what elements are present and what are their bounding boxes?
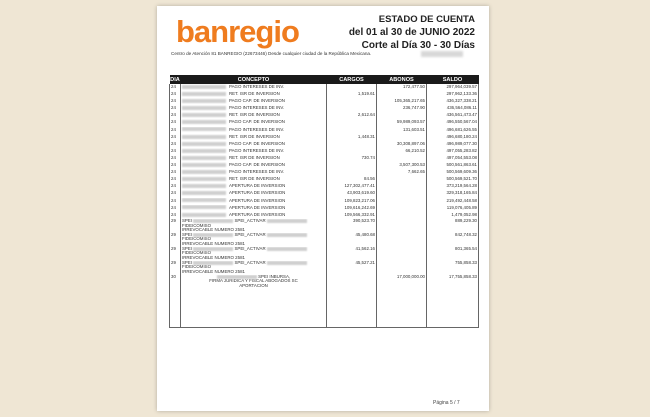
cell-saldo: 219,492,448.58: [427, 198, 479, 205]
cell-dia: 24: [170, 127, 181, 134]
concept-text: PAGO INTERESES DE INV.: [229, 105, 285, 111]
cell-concepto: [181, 169, 327, 176]
table-row: [170, 162, 479, 169]
cell-saldo: 500,561,863.61: [427, 162, 479, 169]
redacted-reference: [182, 156, 226, 160]
table-row: [170, 119, 479, 126]
cell-cargos: 45,527.21: [327, 261, 377, 275]
header-abonos: ABONOS: [377, 75, 427, 84]
cell-cargos: 1,519.61: [327, 91, 377, 98]
concept-text: PAGO CAP. DE INVERSION: [229, 98, 285, 104]
cell-abonos: [377, 247, 427, 261]
cell-dia: 24: [170, 169, 181, 176]
redacted-reference: [182, 92, 226, 96]
redacted-reference: [193, 233, 233, 237]
statement-cutoff: Corte al Día 30 - 30 Días: [361, 40, 475, 51]
cell-cargos: 109,823,217.06: [327, 198, 377, 205]
redacted-reference: [182, 205, 226, 209]
cell-cargos: [327, 84, 377, 91]
cell-cargos: 730.74: [327, 155, 377, 162]
cell-abonos: [377, 261, 427, 275]
spei-label: SPEI: [182, 260, 193, 265]
concept-text: RET. ISR DE INVERSION: [229, 154, 280, 160]
empty-cell: [170, 293, 181, 328]
spei-mid: SPEI_ACTIVAR: [234, 218, 266, 223]
table-row: [170, 141, 479, 148]
table-row: [170, 91, 479, 98]
cell-dia: 24: [170, 112, 181, 119]
cell-dia: 24: [170, 148, 181, 155]
cell-cargos: [327, 119, 377, 126]
cell-abonos: [377, 205, 427, 212]
cell-cargos: [327, 162, 377, 169]
cell-saldo: 1,479,052.98: [427, 212, 479, 219]
cell-abonos: 7,662.65: [377, 169, 427, 176]
cell-concepto: [181, 190, 327, 197]
cell-dia: 24: [170, 155, 181, 162]
cell-abonos: [377, 190, 427, 197]
cell-dia: 29: [170, 233, 181, 247]
table-row: [170, 127, 479, 134]
concept-text: APERTURA DE INVERSION: [229, 204, 286, 210]
cell-cargos: 109,566,332.91: [327, 212, 377, 219]
table-row: [170, 84, 479, 91]
cell-dia: 29: [170, 219, 181, 233]
cell-concepto: [181, 162, 327, 169]
redacted-reference: [267, 233, 307, 237]
redacted-reference: [182, 127, 226, 131]
spei-tail: FIDEICOMISO: [182, 250, 212, 256]
cell-abonos: [377, 134, 427, 141]
table-row: [170, 261, 479, 275]
cell-saldo: 119,076,405.89: [427, 205, 479, 212]
table-row: [170, 212, 479, 219]
cell-cargos: 1,448.31: [327, 134, 377, 141]
cell-cargos: [327, 275, 377, 293]
header-dia: DIA: [170, 76, 180, 83]
cell-saldo: 889,229.30: [427, 219, 479, 233]
table-row: [170, 183, 479, 190]
cell-cargos: 390,523.70: [327, 219, 377, 233]
cell-concepto: [181, 119, 327, 126]
redacted-reference: [182, 177, 226, 181]
empty-cell: [427, 293, 479, 328]
spei-line2: IRREVOCABLE NUMERO 2581: [182, 241, 245, 247]
cell-abonos: 236,747.90: [377, 105, 427, 112]
cell-concepto: [181, 105, 327, 112]
cell-concepto: [181, 134, 327, 141]
cell-concepto: [181, 155, 327, 162]
table-row: [170, 105, 479, 112]
spei-mid: SPEI_ACTIVAR: [234, 260, 266, 265]
cell-saldo: 497,054,553.08: [427, 155, 479, 162]
cell-cargos: 84.56: [327, 176, 377, 183]
cell-concepto: [181, 198, 327, 205]
bank-logo: banregio: [176, 14, 299, 49]
cell-dia: 24: [170, 141, 181, 148]
concept-text: RET. ISR DE INVERSION: [229, 133, 280, 139]
spei-label: SPEI: [182, 232, 193, 237]
spei-mid: SPEI_ACTIVAR: [234, 232, 266, 237]
table-row: [170, 176, 479, 183]
cell-dia: 24: [170, 91, 181, 98]
cell-cargos: 41,562.16: [327, 247, 377, 261]
empty-cell: [181, 293, 327, 328]
cell-saldo: 436,561,473.47: [427, 112, 479, 119]
cell-saldo: 373,219,564.28: [427, 183, 479, 190]
redacted-reference: [182, 184, 226, 188]
spei-tail: FIDEICOMISO: [182, 222, 212, 228]
cell-saldo: 436,327,338.21: [427, 98, 479, 105]
cell-abonos: 3,507,300.53: [377, 162, 427, 169]
cell-cargos: 127,302,477.41: [327, 183, 377, 190]
cell-abonos: [377, 176, 427, 183]
empty-cell: [377, 293, 427, 328]
cell-abonos: [377, 112, 427, 119]
cell-concepto: [181, 275, 327, 293]
cell-dia: 24: [170, 190, 181, 197]
cell-concepto: [181, 141, 327, 148]
concept-text: APERTURA DE INVERSION: [229, 183, 286, 189]
table-row: [170, 112, 479, 119]
concept-text: RET. ISR DE INVERSION: [229, 176, 280, 182]
table-row: [170, 98, 479, 105]
redacted-reference: [182, 120, 226, 124]
statement-title: ESTADO DE CUENTA: [378, 14, 475, 25]
cell-concepto: [181, 233, 327, 247]
cell-dia: 24: [170, 84, 181, 91]
cell-abonos: [377, 219, 427, 233]
redacted-reference: [193, 261, 233, 265]
cell-abonos: 66,210.52: [377, 148, 427, 155]
cell-concepto: [181, 127, 327, 134]
cell-saldo: 17,755,858.33: [427, 275, 479, 293]
concept-text: RET. ISR DE INVERSION: [229, 91, 280, 97]
cell-abonos: [377, 91, 427, 98]
cell-dia: 24: [170, 212, 181, 219]
concept-text: PAGO CAP. DE INVERSION: [229, 140, 285, 146]
cell-saldo: 755,858.33: [427, 261, 479, 275]
table-row: [170, 148, 479, 155]
redacted-reference: [217, 275, 257, 279]
header-cargos: CARGOS: [327, 75, 377, 84]
last-line2: FIRMA JURIDICA Y FISCAL ABOGADOS SC: [209, 278, 298, 284]
statement-period: del 01 al 30 de JUNIO 2022: [348, 27, 475, 38]
cell-saldo: 297,962,133.36: [427, 91, 479, 98]
cell-saldo: 496,680,180.24: [427, 134, 479, 141]
last-line1: SPEI INBURSA,: [258, 274, 291, 279]
cell-cargos: [327, 169, 377, 176]
table-row: [170, 247, 479, 261]
table-row: [170, 219, 479, 233]
concept-text: PAGO CAP. DE INVERSION: [229, 119, 285, 125]
concept-text: PAGO INTERESES DE INV.: [229, 169, 285, 175]
cell-dia: 24: [170, 98, 181, 105]
concept-text: APERTURA DE INVERSION: [229, 211, 286, 217]
spei-line2: IRREVOCABLE NUMERO 2581: [182, 268, 245, 274]
cell-cargos: 43,903,619.60: [327, 190, 377, 197]
table-row: [170, 198, 479, 205]
spei-tail: FIDEICOMISO: [182, 264, 212, 270]
cell-dia: 24: [170, 183, 181, 190]
cell-dia: 24: [170, 134, 181, 141]
cell-concepto: [181, 205, 327, 212]
redacted-reference: [182, 170, 226, 174]
cell-cargos: 2,612.64: [327, 112, 377, 119]
concept-text: RET. ISR DE INVERSION: [229, 112, 280, 118]
cell-dia: 29: [170, 247, 181, 261]
cell-cargos: [327, 127, 377, 134]
cell-saldo: 329,318,165.84: [427, 190, 479, 197]
cell-dia: 24: [170, 198, 181, 205]
cell-concepto: [181, 91, 327, 98]
redacted-reference: [267, 247, 307, 251]
last-line3: APORTACION: [239, 282, 268, 288]
cell-saldo: 842,748.32: [427, 233, 479, 247]
redacted-reference: [193, 247, 233, 251]
cell-saldo: 497,055,283.82: [427, 148, 479, 155]
header-saldo: SALDO: [427, 75, 479, 84]
spei-mid: SPEI_ACTIVAR: [234, 246, 266, 251]
cell-abonos: 131,603.51: [377, 127, 427, 134]
cell-cargos: [327, 141, 377, 148]
cell-concepto: [181, 219, 327, 233]
cell-saldo: 297,964,039.57: [427, 84, 479, 91]
redacted-reference: [182, 106, 226, 110]
spei-tail: FIDEICOMISO: [182, 236, 212, 242]
redacted-reference: [182, 198, 226, 202]
table-row: [170, 169, 479, 176]
cell-abonos: 17,000,000.00: [377, 275, 427, 293]
movements-table: [169, 75, 479, 328]
concept-text: APERTURA DE INVERSION: [229, 190, 286, 196]
cell-dia: 24: [170, 162, 181, 169]
cell-cargos: [327, 98, 377, 105]
cell-concepto: [181, 84, 327, 91]
redacted-reference: [267, 219, 307, 223]
cell-concepto: [181, 98, 327, 105]
redacted-reference: [182, 85, 226, 89]
redacted-reference: [182, 135, 226, 139]
redacted-reference: [182, 213, 226, 217]
redacted-reference: [182, 99, 226, 103]
redacted-reference: [193, 219, 233, 223]
page-number: Página 5 / 7: [433, 400, 460, 406]
concept-text: PAGO INTERESES DE INV.: [229, 84, 285, 89]
table-row: [170, 134, 479, 141]
redacted-reference: [182, 191, 226, 195]
cell-abonos: 172,477.50: [377, 84, 427, 91]
cell-cargos: [327, 105, 377, 112]
concept-text: PAGO CAP. DE INVERSION: [229, 162, 285, 168]
cell-abonos: 59,989,093.57: [377, 119, 427, 126]
cell-saldo: 496,989,077.30: [427, 141, 479, 148]
table-row: [170, 233, 479, 247]
cell-concepto: [181, 148, 327, 155]
table-row: [170, 190, 479, 197]
spei-label: SPEI: [182, 218, 193, 223]
concept-text: PAGO INTERESES DE INV.: [229, 147, 285, 153]
cell-abonos: 105,365,217.65: [377, 98, 427, 105]
cell-abonos: 30,308,897.06: [377, 141, 427, 148]
cell-saldo: 500,569,609.36: [427, 169, 479, 176]
redacted-reference: [182, 149, 226, 153]
table-row: [170, 205, 479, 212]
redacted-account: [421, 51, 463, 57]
cell-dia: 29: [170, 261, 181, 275]
cell-saldo: 496,681,626.55: [427, 127, 479, 134]
cell-abonos: [377, 233, 427, 247]
cell-concepto: [181, 176, 327, 183]
redacted-reference: [182, 163, 226, 167]
cell-dia: 24: [170, 105, 181, 112]
cell-cargos: [327, 148, 377, 155]
spei-line2: IRREVOCABLE NUMERO 2581: [182, 255, 245, 260]
cell-abonos: [377, 198, 427, 205]
cell-dia: 30: [170, 275, 181, 293]
cell-saldo: 801,365.54: [427, 247, 479, 261]
cell-dia: 24: [170, 176, 181, 183]
contact-line: Centro de Atención 81 BANREGIO (22673446) Desde cualquier ciudad de la República Mexicana.: [171, 51, 372, 56]
cell-saldo: 496,550,567.04: [427, 119, 479, 126]
cell-abonos: [377, 183, 427, 190]
redacted-reference: [182, 142, 226, 146]
redacted-reference: [267, 261, 307, 265]
cell-concepto: [181, 183, 327, 190]
cell-concepto: [181, 112, 327, 119]
cell-cargos: 45,480.68: [327, 233, 377, 247]
cell-saldo: 436,564,086.11: [427, 105, 479, 112]
cell-dia: 24: [170, 119, 181, 126]
cell-concepto: [181, 247, 327, 261]
table-row: [170, 155, 479, 162]
cell-concepto: [181, 212, 327, 219]
cell-cargos: 109,616,242.69: [327, 205, 377, 212]
cell-concepto: [181, 261, 327, 275]
redacted-reference: [182, 113, 226, 117]
table-filler: [170, 293, 479, 328]
spei-line2: IRREVOCABLE NUMERO 2581: [182, 227, 245, 233]
table-header: [170, 75, 479, 84]
cell-saldo: 500,569,521.70: [427, 176, 479, 183]
cell-abonos: [377, 155, 427, 162]
spei-label: SPEI: [182, 246, 193, 251]
cell-dia: 24: [170, 205, 181, 212]
empty-cell: [327, 293, 377, 328]
cell-abonos: [377, 212, 427, 219]
table-row: [170, 275, 479, 293]
concept-text: PAGO INTERESES DE INV.: [229, 126, 285, 132]
header-concepto: CONCEPTO: [181, 75, 327, 84]
concept-text: APERTURA DE INVERSION: [229, 197, 286, 203]
